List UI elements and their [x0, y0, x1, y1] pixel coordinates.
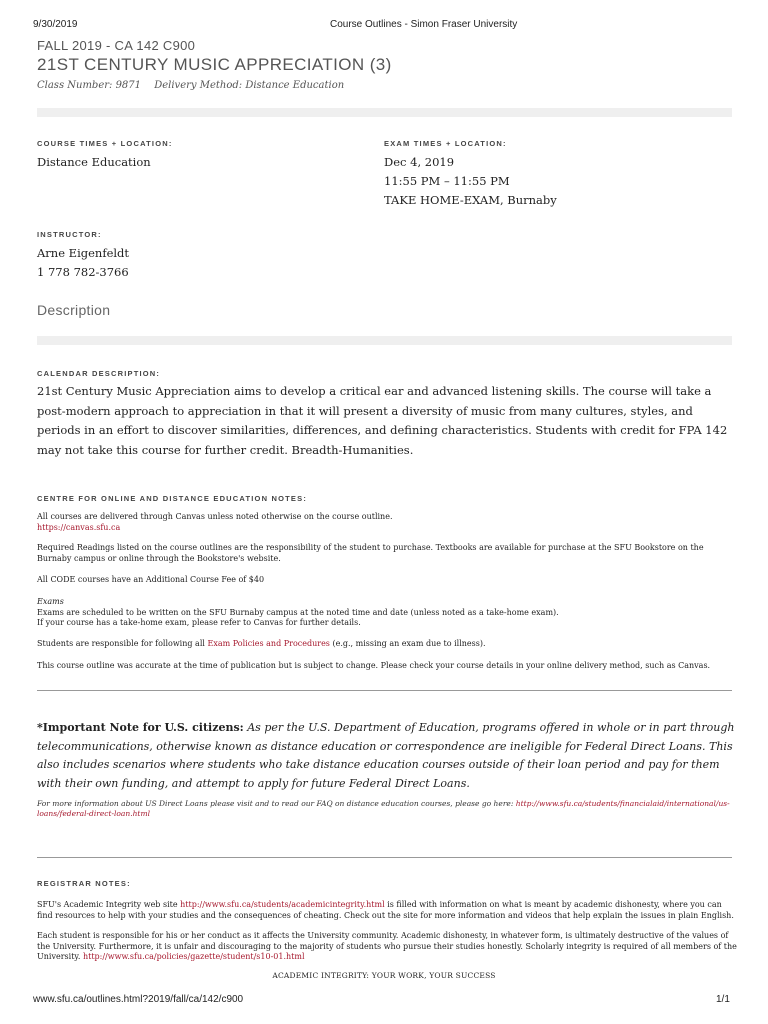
us-citizens-note — [37, 719, 737, 793]
policies-note — [37, 639, 737, 650]
code-notes-label: CENTRE FOR ONLINE AND DISTANCE EDUCATION NOTES: — [37, 494, 308, 503]
course-times-value: Distance Education — [37, 155, 151, 169]
exam-times-label: EXAM TIMES + LOCATION: — [384, 139, 507, 148]
instructor-block — [37, 244, 129, 282]
exam-time: 11:55 PM – 11:55 PM — [384, 174, 510, 188]
instructor-phone: 1 778 782-3766 — [37, 265, 129, 279]
delivery-method: Delivery Method: Distance Education — [154, 80, 345, 91]
calendar-description-text: 21st Century Music Appreciation aims to develop a critical ear and advanced listening skills. The course will take a post-modern approach to appreciation in that it will present a diversity of music from many cultures, styles, and periods in an effort to discover similarities, differences, and defining characteristics. Students with credit for FPA 142 may not take this course for further credit. Breadth-Humanities. — [37, 384, 728, 457]
required-readings-note: Required Readings listed on the course outlines are the responsibility of the student to purchase. Textbooks are available for purchase at the SFU Bookstore on the Burnaby campus or online through the Bookstore's website. — [37, 543, 704, 563]
course-title: 21ST CENTURY MUSIC APPRECIATION (3) — [37, 55, 392, 74]
more-info-text: For more information about US Direct Loans please visit and to read our FAQ on distance education courses, please go here: — [37, 799, 516, 808]
registrar-notes-label: REGISTRAR NOTES: — [37, 879, 131, 888]
canvas-link[interactable]: https://canvas.sfu.ca — [37, 522, 121, 532]
registrar-paragraph-1 — [37, 900, 737, 921]
exams-note — [37, 597, 737, 629]
exam-location: TAKE HOME-EXAM, Burnaby — [384, 193, 557, 207]
course-term-code: FALL 2019 - CA 142 C900 — [37, 38, 196, 53]
exams-line-2: If your course has a take-home exam, please refer to Canvas for further details. — [37, 618, 361, 627]
academic-integrity-heading: ACADEMIC INTEGRITY: YOUR WORK, YOUR SUCCESS — [272, 971, 496, 980]
calendar-description-label: CALENDAR DESCRIPTION: — [37, 369, 161, 378]
canvas-note: All courses are delivered through Canvas unless noted otherwise on the course outline. — [37, 512, 393, 521]
print-footer-url: www.sfu.ca/outlines.html?2019/fall/ca/142/c900 — [33, 994, 244, 1005]
exams-line-1: Exams are scheduled to be written on the SFU Burnaby campus at the noted time and date (unless noted as a take-home exam). — [37, 607, 559, 617]
registrar-paragraph-2 — [37, 931, 737, 963]
course-meta — [37, 80, 354, 91]
conduct-text: Each student is responsible for his or her conduct as it affects the University community. Academic dishonesty, in whatever form, is ultimately destructive of the values of the University. Furthermore, it is unfair and discouraging to the majority of students who pursue their studies honestly. Scholarly integrity is required of all members of the University. — [37, 931, 737, 961]
policies-prefix: Students are responsible for following all — [37, 639, 208, 648]
exams-heading: Exams — [37, 597, 64, 606]
academic-integrity-link[interactable]: http://www.sfu.ca/students/academicintegrity.html — [180, 900, 385, 909]
integrity-suffix: is filled with information on what is meant by academic dishonesty, where you can find resources to help with your studies and the consequences of cheating. Check out the site for more information and videos that help explain the issues in plain English. — [37, 900, 734, 920]
print-page-number: 1/1 — [716, 994, 730, 1005]
horizontal-rule — [37, 857, 732, 858]
exam-times-block — [384, 153, 557, 210]
us-note-heading: *Important Note for U.S. citizens: — [37, 721, 244, 734]
policies-suffix: (e.g., missing an exam due to illness). — [329, 639, 486, 648]
instructor-label: INSTRUCTOR: — [37, 230, 102, 239]
print-page-title: Course Outlines - Simon Fraser University — [330, 19, 518, 30]
instructor-name: Arne Eigenfeldt — [37, 246, 130, 260]
course-fee-note: All CODE courses have an Additional Course Fee of $40 — [37, 575, 265, 584]
print-date: 9/30/2019 — [33, 19, 78, 30]
description-heading: Description — [37, 302, 111, 318]
integrity-prefix: SFU's Academic Integrity web site — [37, 900, 181, 909]
section-divider-bar — [37, 336, 732, 345]
course-times-label: COURSE TIMES + LOCATION: — [37, 139, 173, 148]
exam-policies-link[interactable]: Exam Policies and Procedures — [207, 639, 330, 648]
section-divider-bar — [37, 108, 732, 117]
policy-s10-01-link[interactable]: http://www.sfu.ca/policies/gazette/student/s10-01.html — [82, 952, 305, 961]
us-loans-more-info — [37, 799, 737, 819]
us-note-text: As per the U.S. Department of Education, programs offered in whole or in part through telecommunications, otherwise known as distance education or correspondence are ineligible for Federal Direct Loans. This also includes scenarios where students who take distance education courses outside of their loan period and pay for them with their own funding, and attempt to apply for future Federal Direct Loans. — [37, 721, 735, 790]
code-notes-canvas — [37, 512, 737, 533]
exam-date: Dec 4, 2019 — [384, 155, 455, 169]
class-number: Class Number: 9871 — [37, 80, 142, 91]
us-loans-link[interactable]: http://www.sfu.ca/students/financialaid/international/us-loans/federal-direct-loan.html — [37, 799, 730, 818]
accuracy-note: This course outline was accurate at the time of publication but is subject to change. Please check your course details in your online delivery method, such as Canvas. — [37, 661, 711, 670]
horizontal-rule — [37, 690, 732, 691]
